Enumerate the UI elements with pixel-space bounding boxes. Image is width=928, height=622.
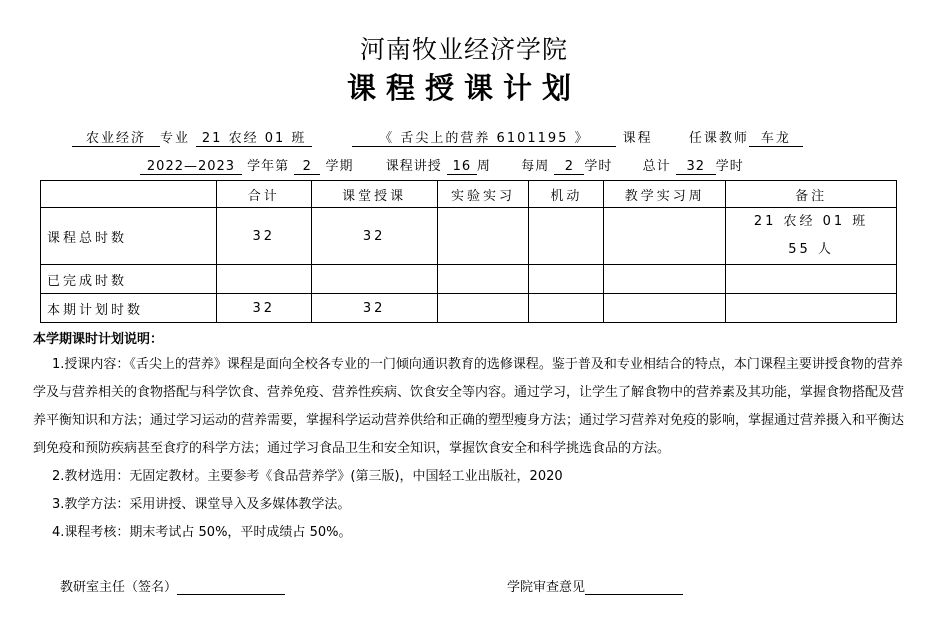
table-cell xyxy=(604,208,726,265)
teaching-content-paragraph: 1.授课内容：《舌尖上的营养》课程是面向全校各专业的一门倾向通识教育的选修课程。鉴于普及和专业相结合的特点，本门课程主要讲授食物的营养学及与营养相关的食物搭配与科学饮食、营养免疫、营养性疾病、饮食安全等内容。通过学习，让学生了解食物中的营养素及其功能，掌握食物搭配及营养平衡知识和方法；通过学习运动的营养需要，掌握科学运动营养供给和正确的塑型瘦身方法；通过学习营养对免疫的影响，掌握通过营养摄入和平衡达到免疫和预防疾病甚至食疗的科学方法；通过学习食品卫生和安全知识，掌握饮食安全和科学挑选食品的方法。 xyxy=(33,357,905,456)
assessment-paragraph: 4.课程考核：期末考试占 50%，平时成绩占 50%。 xyxy=(52,525,352,540)
class-value: 21 农经 01 班 xyxy=(196,127,312,147)
weeks-unit: 周 xyxy=(476,159,491,174)
year-label: 学年第 xyxy=(247,159,290,174)
teacher-label: 任课教师 xyxy=(688,131,749,146)
table-cell xyxy=(437,265,529,294)
table-header-cell: 课堂授课 xyxy=(311,181,437,208)
table-cell xyxy=(604,265,726,294)
table-header-cell: 合计 xyxy=(216,181,311,208)
table-cell: 32 xyxy=(311,294,437,323)
explanation-heading: 本学期课时计划说明： xyxy=(33,332,164,347)
table-cell xyxy=(726,294,897,323)
table-cell xyxy=(216,265,311,294)
major-value: 农业经济 xyxy=(72,127,160,147)
institution-title: 河南牧业经济学院 xyxy=(359,35,568,64)
table-cell xyxy=(604,294,726,323)
college-review xyxy=(507,576,683,595)
table-cell xyxy=(311,265,437,294)
method-paragraph: 3.教学方法：采用讲授、课堂导入及多媒体教学法。 xyxy=(52,497,351,512)
remarks-count: 55 人 xyxy=(788,242,834,257)
table-cell: 32 xyxy=(216,208,311,265)
table-row xyxy=(41,208,897,265)
table-header-cell: 实验实习 xyxy=(437,181,529,208)
table-cell: 32 xyxy=(216,294,311,323)
total-unit: 学时 xyxy=(715,159,744,174)
weeks-label: 课程讲授 xyxy=(385,159,442,174)
college-review-line xyxy=(585,580,683,595)
table-cell: 32 xyxy=(311,208,437,265)
term-value: 2 xyxy=(294,159,320,175)
weeks-value: 16 xyxy=(447,159,477,175)
plan-explanation xyxy=(33,328,913,547)
director-signature-line xyxy=(177,580,285,595)
table-cell xyxy=(529,208,604,265)
major-label: 专业 xyxy=(160,131,191,146)
course-info-line xyxy=(72,127,803,147)
table-cell xyxy=(437,294,529,323)
table-header-row xyxy=(41,181,897,208)
table-cell xyxy=(726,265,897,294)
document-title: 课程授课计划 xyxy=(346,71,581,105)
remarks-class: 21 农经 01 班 xyxy=(753,214,869,229)
total-value: 32 xyxy=(676,159,716,175)
table-cell xyxy=(529,265,604,294)
term-label: 学期 xyxy=(325,159,354,174)
table-header-cell: 备注 xyxy=(726,181,897,208)
table-header-cell xyxy=(41,181,217,208)
course-label: 课程 xyxy=(622,131,653,146)
course-name-value: 《 舌尖上的营养 6101195 》 xyxy=(352,127,616,147)
table-header-cell: 教学实习周 xyxy=(604,181,726,208)
textbook-paragraph: 2.教材选用：无固定教材。主要参考《食品营养学》(第三版)，中国轻工业出版社，2020 xyxy=(52,469,563,484)
table-row xyxy=(41,265,897,294)
teacher-value: 车龙 xyxy=(749,127,803,147)
per-week-value: 2 xyxy=(554,159,584,175)
director-signature xyxy=(60,576,285,595)
college-review-label: 学院审查意见 xyxy=(507,580,586,595)
row-label: 课程总时数 xyxy=(41,208,217,265)
director-signature-label: 教研室主任（签名） xyxy=(60,580,178,595)
hours-table xyxy=(40,180,897,323)
table-cell xyxy=(529,294,604,323)
table-cell xyxy=(437,208,529,265)
per-week-label: 每周 xyxy=(521,159,550,174)
remarks-cell xyxy=(726,208,897,265)
row-label: 本期计划时数 xyxy=(41,294,217,323)
row-label: 已完成时数 xyxy=(41,265,217,294)
per-week-unit: 学时 xyxy=(584,159,613,174)
table-header-cell: 机动 xyxy=(529,181,604,208)
schedule-info-line xyxy=(140,155,744,175)
total-label: 总计 xyxy=(642,159,671,174)
year-value: 2022—2023 xyxy=(140,159,242,175)
table-row xyxy=(41,294,897,323)
